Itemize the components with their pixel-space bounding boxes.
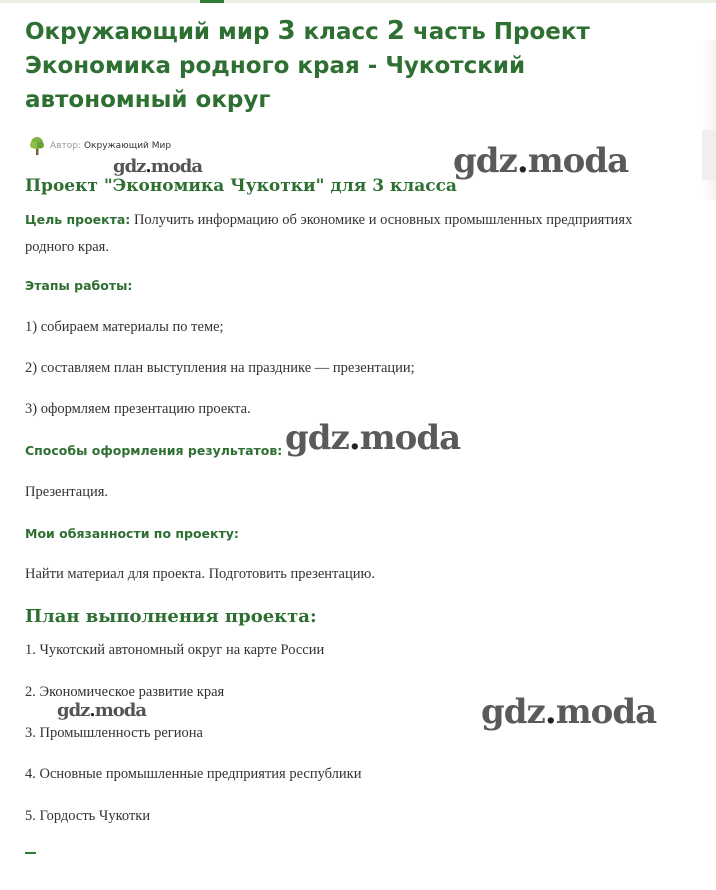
plan-item: 4. Основные промышленные предприятия республики	[25, 766, 362, 782]
stage-item: 3) оформляем презентацию проекта.	[25, 401, 251, 417]
tree-icon	[27, 136, 47, 156]
author-line	[27, 136, 171, 156]
stage-item: 1) собираем материалы по теме;	[25, 319, 224, 335]
top-divider-accent	[200, 0, 224, 3]
watermark: gdz.moda	[481, 692, 657, 732]
author-prefix: Автор:	[50, 141, 81, 151]
top-divider	[0, 0, 716, 3]
title-part-1: Окружающий мир	[25, 19, 278, 45]
title-part-2: класс	[295, 19, 387, 45]
watermark-small: gdz.moda	[113, 156, 202, 177]
goal-label: Цель проекта:	[25, 212, 131, 227]
title-part-number: 2	[386, 16, 405, 46]
author-name[interactable]: Окружающий Мир	[83, 141, 172, 151]
duties-label: Мои обязанности по проекту:	[25, 526, 239, 541]
results-label: Способы оформления результатов:	[25, 443, 283, 458]
title-part-3: часть Проект Экономика родного края - Чукотский автономный округ	[25, 19, 590, 113]
plan-heading: План выполнения проекта:	[25, 606, 317, 627]
page-title	[25, 14, 685, 117]
plan-item: 1. Чукотский автономный округ на карте России	[25, 642, 325, 658]
title-grade-number: 3	[277, 16, 296, 46]
watermark: gdz.moda	[285, 418, 461, 458]
results-text: Презентация.	[25, 484, 109, 500]
plan-item: 3. Промышленность региона	[25, 725, 203, 741]
right-edge-shade-2	[702, 130, 716, 180]
plan-item: 5. Гордость Чукотки	[25, 808, 151, 824]
duties-text: Найти материал для проекта. Подготовить презентацию.	[25, 566, 375, 582]
stage-item: 2) составляем план выступления на празднике — презентации;	[25, 360, 415, 376]
stages-label: Этапы работы:	[25, 278, 133, 293]
watermark-small: gdz.moda	[57, 700, 146, 721]
bottom-divider	[25, 852, 36, 854]
plan-item: 2. Экономическое развитие края	[25, 684, 225, 700]
watermark: gdz.moda	[453, 141, 629, 181]
goal-text: Получить информацию об экономике и основных промышленных предприятиях родного края.	[25, 212, 633, 255]
project-heading: Проект "Экономика Чукотки" для 3 класса	[25, 176, 457, 196]
goal-paragraph	[25, 206, 665, 261]
